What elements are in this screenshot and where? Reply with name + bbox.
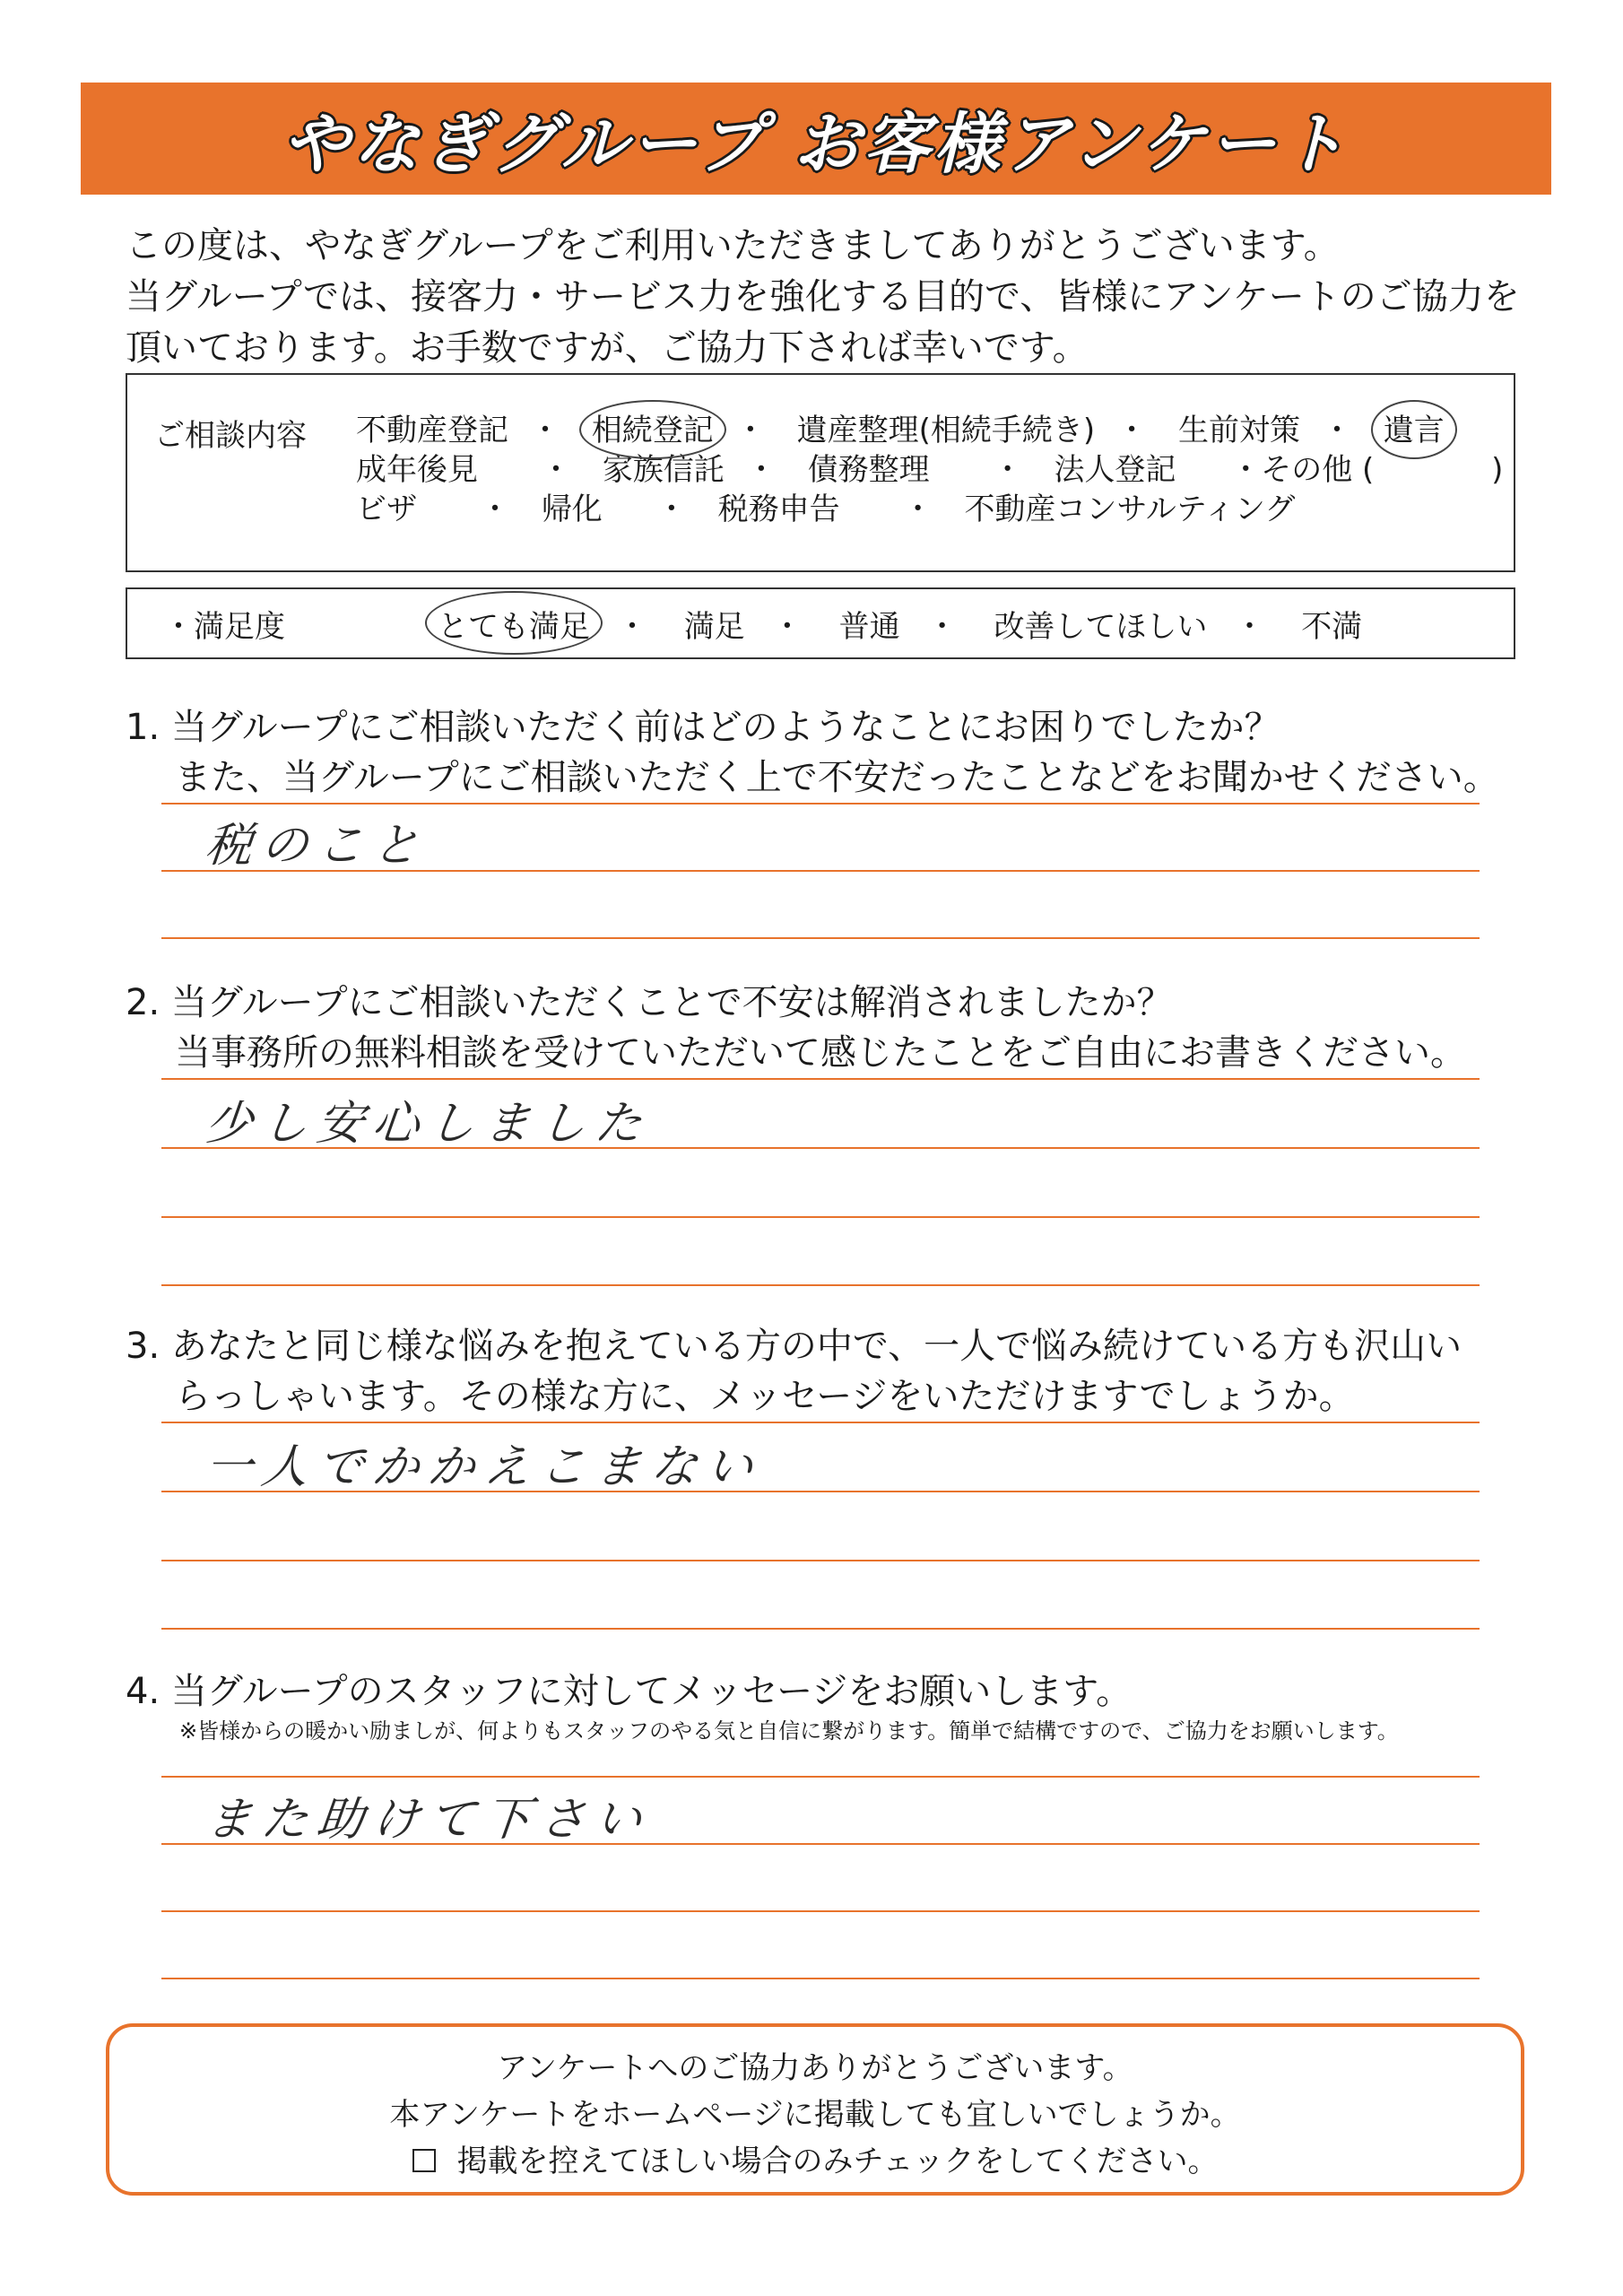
option-adult-guardianship[interactable]: 成年後見: [356, 452, 478, 488]
consultation-row-3: ビザ ・ 帰化 ・ 税務申告 ・ 不動産コンサルティング: [356, 491, 1296, 527]
consultation-options: [356, 411, 1503, 529]
option-other-close-paren: ): [1491, 452, 1504, 488]
intro-line-2: 当グループでは、接客力・サービス力を強化する目的で、皆様にアンケートのご協力を: [126, 276, 1520, 317]
option-other[interactable]: ・その他 (: [1230, 452, 1375, 488]
option-will[interactable]: 遺言: [1383, 413, 1445, 448]
option-real-estate-registration[interactable]: 不動産登記: [356, 413, 508, 448]
question-1-line-2: また、当グループにご相談いただく上で不安だったことなどをお聞かせください。: [175, 757, 1499, 798]
option-estate-settlement[interactable]: 遺産整理(相続手続き): [796, 413, 1096, 448]
footer-box: [106, 2023, 1524, 2196]
answer-line: [161, 1910, 1480, 1912]
consultation-row-1: 不動産登記 ・ 相続登記 ・ 遺産整理(相続手続き) ・ 生前対策 ・ 遺言: [356, 413, 1445, 448]
option-visa[interactable]: ビザ: [356, 491, 417, 527]
satisfaction-satisfied[interactable]: 満足: [683, 608, 745, 645]
option-inheritance-registration[interactable]: 相続登記: [591, 413, 714, 448]
satisfaction-label: ・満足度: [163, 608, 285, 645]
question-4-note: ※皆様からの暖かい励ましが、何よりもスタッフのやる気と自信に繋がります。簡単で結構ですので、ご協力をお願いします。: [179, 1718, 1399, 1744]
question-3-line-2: らっしゃいます。その様な方に、メッセージをいただけますでしょうか。: [175, 1376, 1355, 1417]
question-2: [126, 978, 1524, 1151]
footer-line-1: アンケートへのご協力ありがとうございます。: [497, 2050, 1133, 2086]
answer-line: [161, 1628, 1480, 1630]
question-4: [126, 1666, 1524, 1847]
question-3-answer-area[interactable]: [161, 1422, 1480, 1637]
question-1-line-1: 1. 当グループにご相談いただく前はどのようなことにお困りでしたか？: [126, 707, 1280, 748]
answer-line: [161, 1422, 1480, 1423]
satisfaction-options: とても満足 ・ 満足 ・ 普通 ・ 改善してほしい ・ 不満: [438, 602, 1362, 646]
footer-line-3: 掲載を控えてほしい場合のみチェックをしてください。: [456, 2144, 1219, 2179]
option-family-trust[interactable]: 家族信託: [602, 452, 725, 488]
question-2-line-1: 2. 当グループにご相談いただくことで不安は解消されましたか？: [126, 982, 1173, 1023]
header-title: やなぎグループ お客様アンケート: [282, 105, 1350, 183]
option-tax-filing[interactable]: 税務申告: [717, 491, 840, 527]
intro-line-1: この度は、やなぎグループをご利用いただきましてありがとうございます。: [126, 225, 1340, 266]
intro-text: [126, 221, 1524, 374]
question-1-answer: 税のこと: [203, 819, 431, 873]
question-2-answer: 少し安心しました: [203, 1097, 654, 1151]
question-1-answer-area[interactable]: [161, 803, 1480, 946]
consultation-row-2: 成年後見 ・ 家族信託 ・ 債務整理 ・ 法人登記 ・その他 ( ): [356, 452, 1504, 488]
question-2-line-2: 当事務所の無料相談を受けていただいて感じたことをご自由にお書きください。: [175, 1032, 1466, 1074]
question-3-answer: 一人でかかえこまない: [203, 1440, 765, 1494]
header-banner: [81, 83, 1551, 195]
satisfaction-very-satisfied[interactable]: とても満足: [438, 602, 590, 646]
satisfaction-box: [126, 587, 1515, 659]
question-4-answer: また助けて下さい: [203, 1793, 654, 1847]
answer-line: [161, 1560, 1480, 1561]
option-debt-settlement[interactable]: 債務整理: [807, 452, 930, 488]
question-1: [126, 702, 1524, 873]
satisfaction-neutral[interactable]: 普通: [838, 608, 900, 645]
consultation-box: [126, 373, 1515, 572]
no-publish-checkbox[interactable]: [412, 2149, 436, 2172]
option-corporate-registration[interactable]: 法人登記: [1054, 452, 1176, 488]
question-3-line-1: 3. あなたと同じ様な悩みを抱えている方の中で、一人で悩み続けている方も沢山い: [126, 1326, 1462, 1367]
answer-line: [161, 803, 1480, 804]
answer-line: [161, 1078, 1480, 1080]
option-naturalization[interactable]: 帰化: [541, 491, 603, 527]
answer-line: [161, 1216, 1480, 1218]
answer-line: [161, 1978, 1480, 1979]
satisfaction-needs-improvement[interactable]: 改善してほしい: [994, 608, 1208, 645]
answer-line: [161, 1284, 1480, 1286]
footer-line-2: 本アンケートをホームページに掲載しても宜しいでしょうか。: [389, 2097, 1241, 2133]
consultation-label: ご相談内容: [154, 418, 307, 454]
option-real-estate-consulting[interactable]: 不動産コンサルティング: [964, 491, 1296, 527]
option-pre-death-planning[interactable]: 生前対策: [1177, 413, 1300, 448]
question-3: [126, 1321, 1524, 1494]
question-2-answer-area[interactable]: [161, 1078, 1480, 1293]
footer-consent-row: [109, 2138, 1521, 2185]
question-4-line-1: 4. 当グループのスタッフに対してメッセージをお願いします。: [126, 1671, 1133, 1712]
intro-line-3: 頂いております。お手数ですが、ご協力下されば幸いです。: [126, 327, 1089, 369]
answer-line: [161, 1776, 1480, 1778]
question-4-answer-area[interactable]: [161, 1776, 1480, 1982]
answer-line: [161, 937, 1480, 939]
satisfaction-dissatisfied[interactable]: 不満: [1301, 608, 1363, 645]
